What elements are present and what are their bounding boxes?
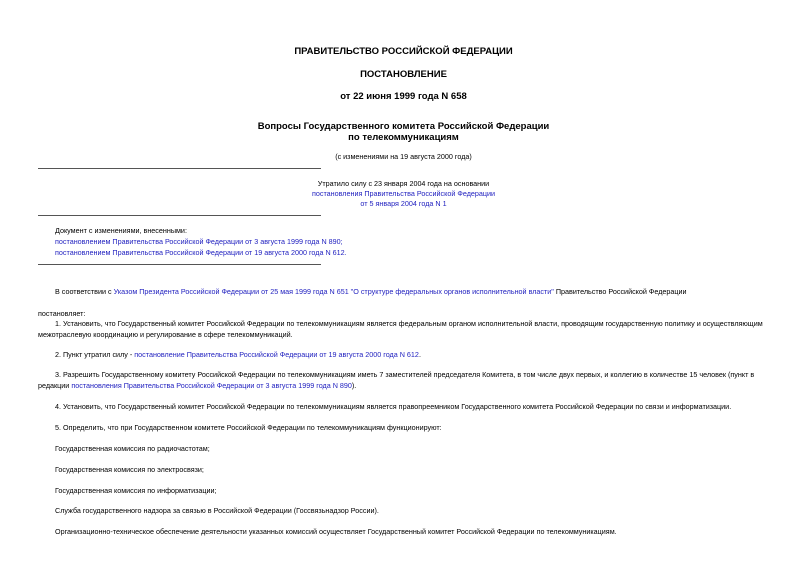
document-date-number: от 22 июня 1999 года N 658 (340, 91, 467, 102)
amendment-note: (с изменениями на 19 августа 2000 года) (335, 152, 472, 161)
changes-link-1[interactable]: постановлением Правительства Российской Федерации от 3 августа 1999 года N 890; (55, 237, 343, 246)
expired-notice-link-line-1[interactable]: постановления Правительства Российской Федерации (311, 189, 496, 198)
commission-item-2: Государственная комиссия по электросвязи; (55, 465, 204, 474)
document-type: ПОСТАНОВЛЕНИЕ (360, 69, 447, 80)
changes-link-2[interactable]: постановлением Правительства Российской Федерации от 19 августа 2000 года N 612. (55, 248, 347, 257)
commission-item-4: Служба государственного надзора за связью в Российской Федерации (Госсвязьнадзор России). (55, 506, 379, 515)
expired-notice-text: Утратило силу с 23 января 2004 года на основании (317, 179, 490, 188)
paragraph-6: Организационно-техническое обеспечение деятельности указанных комиссий осуществляет Государственный комитет Российской Федерации по телекоммуникациям. (55, 527, 617, 536)
divider-changes-top (38, 215, 321, 216)
changes-intro: Документ с изменениями, внесенными: (55, 226, 187, 235)
paragraph-2 (55, 350, 755, 361)
preamble-before: В соответствии с (55, 287, 112, 296)
paragraph-2-link[interactable]: постановление Правительства Российской Федерации от 19 августа 2000 года N 612 (134, 350, 419, 359)
paragraph-2-after: . (418, 350, 421, 359)
preamble-after: Правительство Российской Федерации (555, 287, 687, 296)
paragraph-3-link[interactable]: постановления Правительства Российской Федерации от 3 августа 1999 года N 890 (71, 380, 352, 390)
commission-item-3: Государственная комиссия по информатизации; (55, 486, 217, 495)
paragraph-3 (38, 370, 768, 391)
document-subject-line-2: по телекоммуникациям (348, 132, 459, 143)
paragraph-5: 5. Определить, что при Государственном комитете Российской Федерации по телекоммуникациям функционируют: (55, 423, 442, 432)
paragraph-3-after: ). (351, 380, 357, 390)
paragraph-4: 4. Установить, что Государственный комитет Российской Федерации по телекоммуникациям является правопреемником Государственного комитета Российской Федерации по связи и информатизации. (55, 402, 732, 411)
divider-top (38, 168, 321, 169)
decrees-word: постановляет: (38, 309, 86, 318)
government-title: ПРАВИТЕЛЬСТВО РОССИЙСКОЙ ФЕДЕРАЦИИ (294, 46, 513, 57)
commission-item-1: Государственная комиссия по радиочастотам; (55, 444, 210, 453)
paragraph-1: 1. Установить, что Государственный комитет Российской Федерации по телекоммуникациям является федеральным органом исполнительной власти, проводящим государственную политику и осуществляющим межотраслевую координацию и регулирование в сфере телекоммуникаций. (38, 319, 763, 339)
expired-notice-link-line-2[interactable]: от 5 января 2004 года N 1 (360, 199, 447, 208)
paragraph-2-before: 2. Пункт утратил силу - (55, 350, 133, 359)
preamble-link[interactable]: Указом Президента Российской Федерации от 25 мая 1999 года N 651 "О структуре федеральных органов исполнительной власти" (113, 287, 554, 296)
paragraph-3-before: 3. Разрешить Государственному комитету Российской Федерации по телекоммуникациям иметь 7 заместителей председателя Комитета, в том числе двух первых, и коллегию в количестве 15 человек (пункт в редакции (38, 370, 755, 390)
preamble (55, 287, 755, 298)
divider-changes-bottom (38, 264, 321, 265)
document-subject-line-1: Вопросы Государственного комитета Российской Федерации (257, 121, 550, 132)
